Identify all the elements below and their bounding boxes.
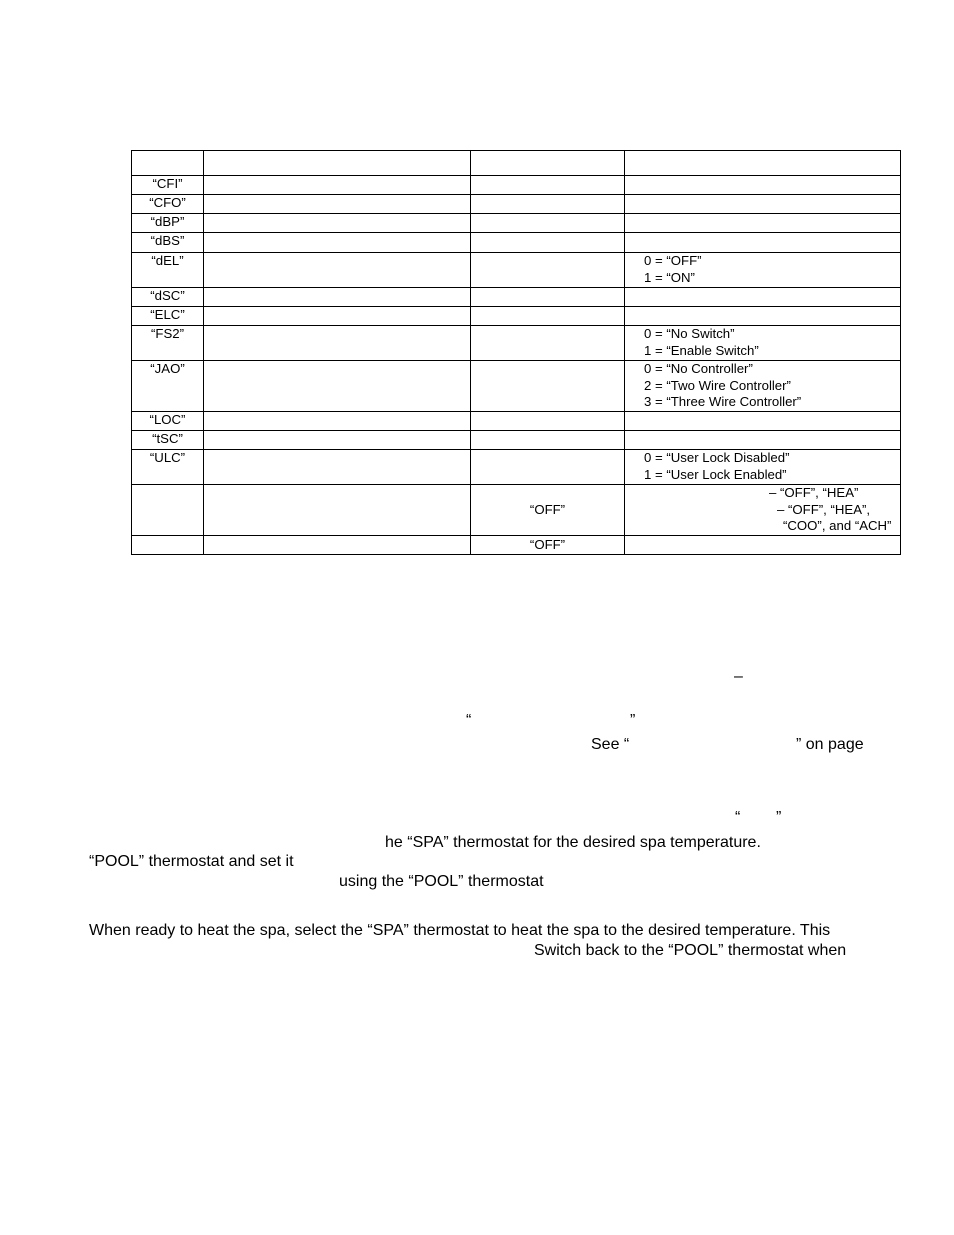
default-value-cell: [471, 450, 625, 485]
options-cell: [625, 431, 901, 450]
option-line: 0 = “User Lock Disabled”: [644, 450, 790, 465]
options-cell: [625, 253, 901, 288]
description-cell: [204, 485, 471, 536]
mode-option-line: – “OFF”, “HEA”,: [777, 501, 871, 517]
default-value-cell: [471, 412, 625, 431]
text-on-page: ” on page: [796, 736, 864, 753]
option-line: 1 = “User Lock Enabled”: [644, 466, 787, 482]
default-value-cell: [471, 326, 625, 361]
text-pool-set: “POOL” thermostat and set it: [89, 853, 294, 870]
default-value-cell: [471, 431, 625, 450]
options-cell: [625, 536, 901, 555]
text-dash: –: [734, 668, 743, 685]
description-cell: [204, 195, 471, 214]
default-value-cell: [471, 151, 625, 176]
text-open-quote: “: [466, 712, 472, 729]
options-cell: [625, 288, 901, 307]
description-cell: [204, 307, 471, 326]
parameter-code-cell: “CFI”: [132, 176, 204, 195]
description-cell: [204, 253, 471, 288]
parameter-code-cell: “ELC”: [132, 307, 204, 326]
parameter-code-cell: “dSC”: [132, 288, 204, 307]
default-value-cell: [471, 288, 625, 307]
description-cell: [204, 450, 471, 485]
options-cell: [625, 195, 901, 214]
parameter-code-cell: “dBP”: [132, 214, 204, 233]
description-cell: [204, 176, 471, 195]
option-line: 0 = “No Switch”: [644, 326, 735, 341]
parameter-table: [131, 150, 901, 555]
option-line: 1 = “ON”: [644, 269, 695, 285]
description-cell: [204, 233, 471, 253]
description-cell: [204, 214, 471, 233]
options-cell: [625, 326, 901, 361]
table-row: [132, 288, 901, 307]
option-line: 0 = “OFF”: [644, 253, 702, 268]
text-quote-open-2: “: [735, 809, 741, 826]
options-cell: [625, 151, 901, 176]
table-row: [132, 431, 901, 450]
description-cell: [204, 288, 471, 307]
table-row: [132, 195, 901, 214]
text-see-quote: See “: [591, 736, 630, 753]
table-row: [132, 253, 901, 288]
mode-option-line: “COO”, and “ACH”: [783, 518, 892, 533]
default-value-cell: [471, 233, 625, 253]
parameter-code-cell: “CFO”: [132, 195, 204, 214]
table-row: [132, 412, 901, 431]
default-value-cell: “OFF”: [471, 536, 625, 555]
default-value-cell: [471, 361, 625, 412]
table-row: [132, 214, 901, 233]
default-value-cell: [471, 214, 625, 233]
text-switch-back: Switch back to the “POOL” thermostat when: [534, 942, 847, 959]
parameter-code-cell: “dEL”: [132, 253, 204, 288]
option-line: 2 = “Two Wire Controller”: [644, 377, 791, 393]
description-cell: [204, 151, 471, 176]
table-row: [132, 485, 901, 536]
options-cell: [625, 176, 901, 195]
description-cell: [204, 412, 471, 431]
description-cell: [204, 361, 471, 412]
options-cell: [625, 412, 901, 431]
parameter-code-cell: “LOC”: [132, 412, 204, 431]
option-line: 3 = “Three Wire Controller”: [644, 394, 802, 409]
description-cell: [204, 326, 471, 361]
parameter-code-cell: [132, 536, 204, 555]
table-row: [132, 233, 901, 253]
description-cell: [204, 536, 471, 555]
text-spa-thermostat: he “SPA” thermostat for the desired spa temperature.: [385, 834, 761, 851]
text-when-ready: When ready to heat the spa, select the “SPA” thermostat to heat the spa to the desired temperature. This: [89, 922, 831, 939]
parameter-code-cell: “FS2”: [132, 326, 204, 361]
options-cell: [625, 233, 901, 253]
parameter-code-cell: “JAO”: [132, 361, 204, 412]
mode-option-line: – “OFF”, “HEA”: [769, 485, 859, 500]
default-value-cell: [471, 176, 625, 195]
parameter-table-body: [132, 151, 901, 555]
text-using-pool: using the “POOL” thermostat: [339, 873, 544, 890]
options-cell: [625, 485, 901, 536]
table-row: [132, 176, 901, 195]
description-cell: [204, 431, 471, 450]
text-quote-close-2: ”: [776, 809, 782, 826]
default-value-cell: “OFF”: [471, 485, 625, 536]
table-row: [132, 151, 901, 176]
parameter-code-cell: [132, 485, 204, 536]
parameter-code-cell: “dBS”: [132, 233, 204, 253]
table-row: [132, 326, 901, 361]
text-close-quote: ”: [630, 712, 636, 729]
table-row: [132, 450, 901, 485]
table-row: [132, 536, 901, 555]
options-cell: [625, 450, 901, 485]
option-line: 0 = “No Controller”: [644, 361, 753, 376]
default-value-cell: [471, 253, 625, 288]
default-value-cell: [471, 307, 625, 326]
table-row: [132, 307, 901, 326]
options-cell: [625, 214, 901, 233]
default-value-cell: [471, 195, 625, 214]
table-row: [132, 361, 901, 412]
parameter-code-cell: “tSC”: [132, 431, 204, 450]
parameter-code-cell: [132, 151, 204, 176]
options-cell: [625, 307, 901, 326]
parameter-code-cell: “ULC”: [132, 450, 204, 485]
option-line: 1 = “Enable Switch”: [644, 342, 759, 358]
options-cell: [625, 361, 901, 412]
